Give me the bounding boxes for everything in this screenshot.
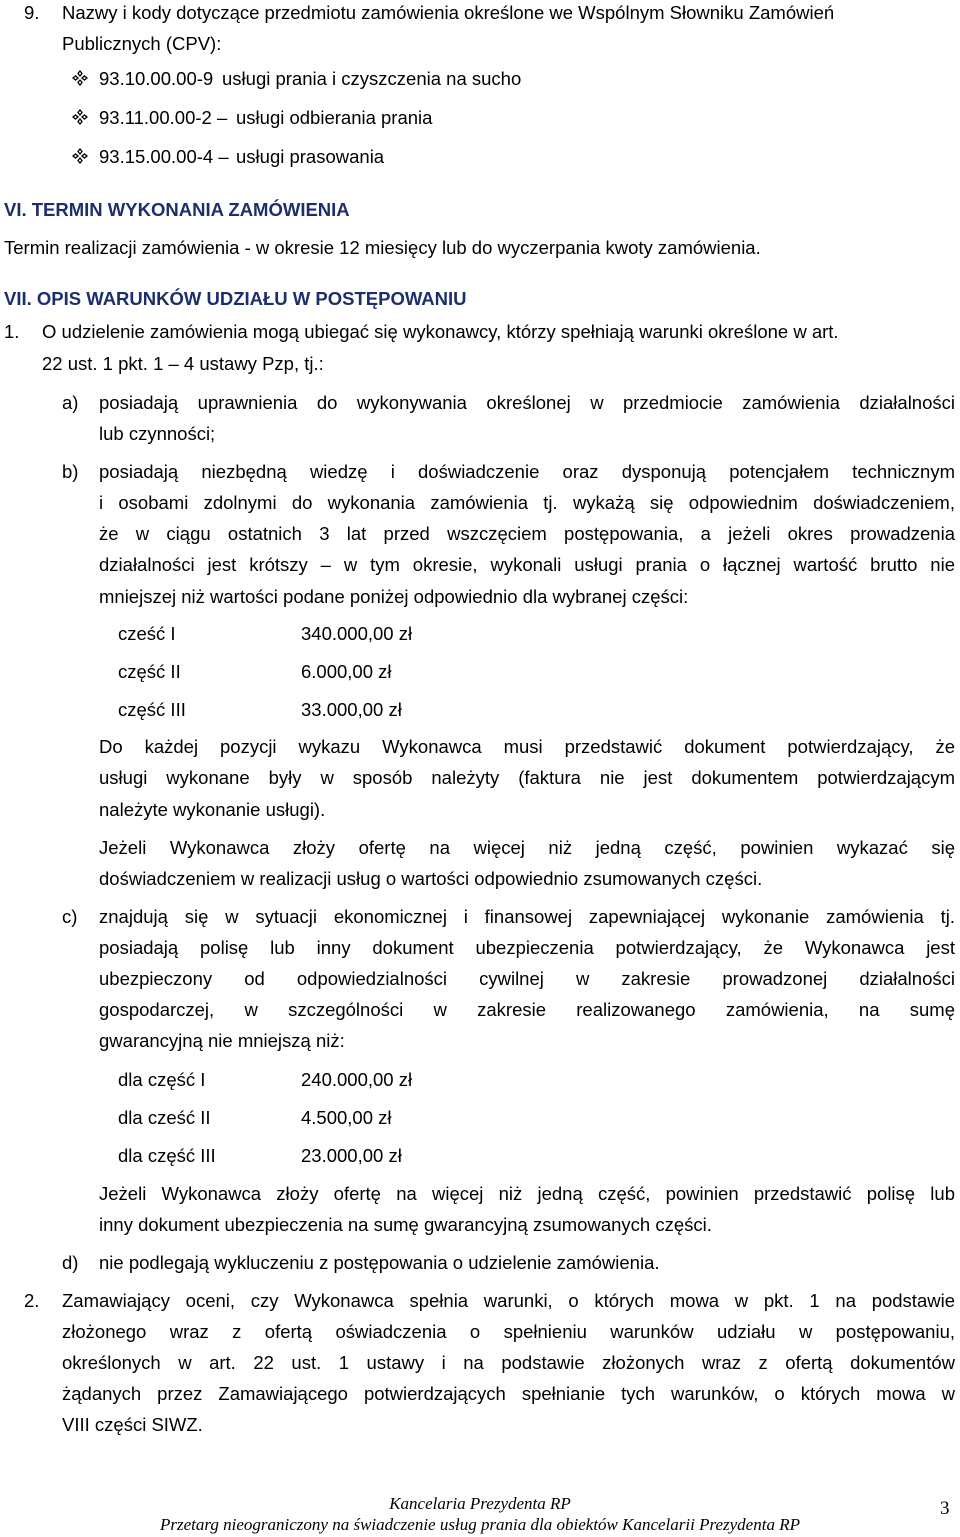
part-value: 4.500,00 zł <box>301 1107 392 1128</box>
section-9-number: 9. <box>24 2 40 23</box>
item-c-para2-line: inny dokument ubezpieczenia na sumę gwarancyjną zsumowanych części. <box>99 1214 712 1235</box>
point-2-number: 2. <box>24 1290 40 1311</box>
four-diamond-bullet-icon <box>72 109 88 125</box>
point-2-line: określonych w art. 22 ust. 1 ustawy i na podstawie złożonych wraz z ofertą dokumentów <box>62 1352 955 1373</box>
section-9-title-line1: Nazwy i kody dotyczące przedmiotu zamówienia określone we Wspólnym Słowniku Zamówień <box>62 2 835 23</box>
part-label: dla cześć II <box>118 1107 211 1128</box>
item-b-line: mniejszej niż wartości podane poniżej odpowiednio dla wybranej części: <box>99 586 689 607</box>
part-value: 340.000,00 zł <box>301 623 413 644</box>
page-number: 3 <box>940 1498 950 1519</box>
part-label: część III <box>118 699 186 720</box>
item-a-line1: posiadają uprawnienia do wykonywania określonej w przedmiocie zamówienia działalności <box>99 392 955 413</box>
item-c-para2-line: Jeżeli Wykonawca złoży ofertę na więcej niż jedną część, powinien przedstawić polisę lub <box>99 1183 955 1204</box>
item-d-label: d) <box>62 1252 79 1273</box>
item-b-para2-line: usługi wykonane były w sposób należyty (faktura nie jest dokumentem potwierdzającym <box>99 767 955 788</box>
point-2-line: żądanych przez Zamawiającego potwierdzających spełnianie tych warunków, o których mowa w <box>62 1383 955 1404</box>
item-b-line: działalności jest krótszy – w tym okresie, wykonali usługi prania o łącznej wartość brutto nie <box>99 554 955 575</box>
part-value: 6.000,00 zł <box>301 661 392 682</box>
item-b-para3-line: Jeżeli Wykonawca złoży ofertę na więcej niż jedną część, powinien wykazać się <box>99 837 955 858</box>
item-a-line2: lub czynności; <box>99 423 216 444</box>
item-b-para3-line: doświadczeniem w realizacji usług o wartości odpowiednio zsumowanych części. <box>99 868 763 889</box>
item-a-label: a) <box>62 392 79 413</box>
section-6-heading: VI. TERMIN WYKONANIA ZAMÓWIENIA <box>4 199 350 220</box>
section-9-title-line2: Publicznych (CPV): <box>62 33 222 54</box>
point-1-number: 1. <box>4 321 20 342</box>
four-diamond-bullet-icon <box>72 70 88 86</box>
item-c-line: ubezpieczony od odpowiedzialności cywilnej w zakresie prowadzonej działalności <box>99 968 955 989</box>
footer-line2: Przetarg nieograniczony na świadczenie usług prania dla obiektów Kancelarii Prezydenta RP <box>160 1515 800 1534</box>
point-2-line: VIII części SIWZ. <box>62 1414 203 1435</box>
point-2-line: złożonego wraz z ofertą oświadczenia o spełnieniu warunków udziału w postępowaniu, <box>62 1321 955 1342</box>
section-7-heading: VII. OPIS WARUNKÓW UDZIAŁU W POSTĘPOWANIU <box>4 288 467 309</box>
cpv-description: usługi odbierania prania <box>236 107 433 128</box>
item-c-line: gospodarczej, w szczególności w zakresie realizowanego zamówienia, na sumę <box>99 999 955 1020</box>
item-b-line: i osobami zdolnymi do wykonania zamówienia tj. wykażą się odpowiednim doświadczeniem, <box>99 492 955 513</box>
part-label: cześć I <box>118 623 176 644</box>
section-6-text: Termin realizacji zamówienia - w okresie 12 miesięcy lub do wyczerpania kwoty zamówienia. <box>4 237 761 258</box>
part-label: dla część III <box>118 1145 216 1166</box>
item-c-line: znajdują się w sytuacji ekonomicznej i finansowej zapewniającej wykonanie zamówienia tj. <box>99 906 955 927</box>
part-value: 240.000,00 zł <box>301 1069 413 1090</box>
part-label: dla część I <box>118 1069 206 1090</box>
item-c-label: c) <box>62 906 78 927</box>
part-label: część II <box>118 661 181 682</box>
cpv-code: 93.10.00.00-9 <box>99 68 214 89</box>
point-2-line: Zamawiający oceni, czy Wykonawca spełnia warunki, o których mowa w pkt. 1 na podstawie <box>62 1290 955 1311</box>
point-1-line2: 22 ust. 1 pkt. 1 – 4 ustawy Pzp, tj.: <box>42 353 324 374</box>
item-c-line: gwarancyjną nie mniejszą niż: <box>99 1030 345 1051</box>
item-d-text: nie podlegają wykluczeniu z postępowania o udzielenie zamówienia. <box>99 1252 660 1273</box>
item-b-line: że w ciągu ostatnich 3 lat przed wszczęciem postępowania, a jeżeli okres prowadzenia <box>99 523 955 544</box>
four-diamond-bullet-icon <box>72 148 88 164</box>
point-1-line1: O udzielenie zamówienia mogą ubiegać się wykonawcy, którzy spełniają warunki określone w art. <box>42 321 839 342</box>
item-b-line: posiadają niezbędną wiedzę i doświadczenie oraz dysponują potencjałem technicznym <box>99 461 955 482</box>
item-b-para2-line: Do każdej pozycji wykazu Wykonawca musi przedstawić dokument potwierdzający, że <box>99 736 955 757</box>
item-c-line: posiadają polisę lub inny dokument ubezpieczenia potwierdzający, że Wykonawca jest <box>99 937 955 958</box>
cpv-description: usługi prania i czyszczenia na sucho <box>222 68 522 89</box>
item-b-label: b) <box>62 461 79 482</box>
part-value: 23.000,00 zł <box>301 1145 402 1166</box>
footer-line1: Kancelaria Prezydenta RP <box>389 1494 571 1513</box>
part-value: 33.000,00 zł <box>301 699 402 720</box>
cpv-code: 93.11.00.00-2 – <box>99 107 228 128</box>
cpv-code: 93.15.00.00-4 – <box>99 146 229 167</box>
item-b-para2-line: należyte wykonanie usługi). <box>99 799 326 820</box>
cpv-description: usługi prasowania <box>236 146 385 167</box>
